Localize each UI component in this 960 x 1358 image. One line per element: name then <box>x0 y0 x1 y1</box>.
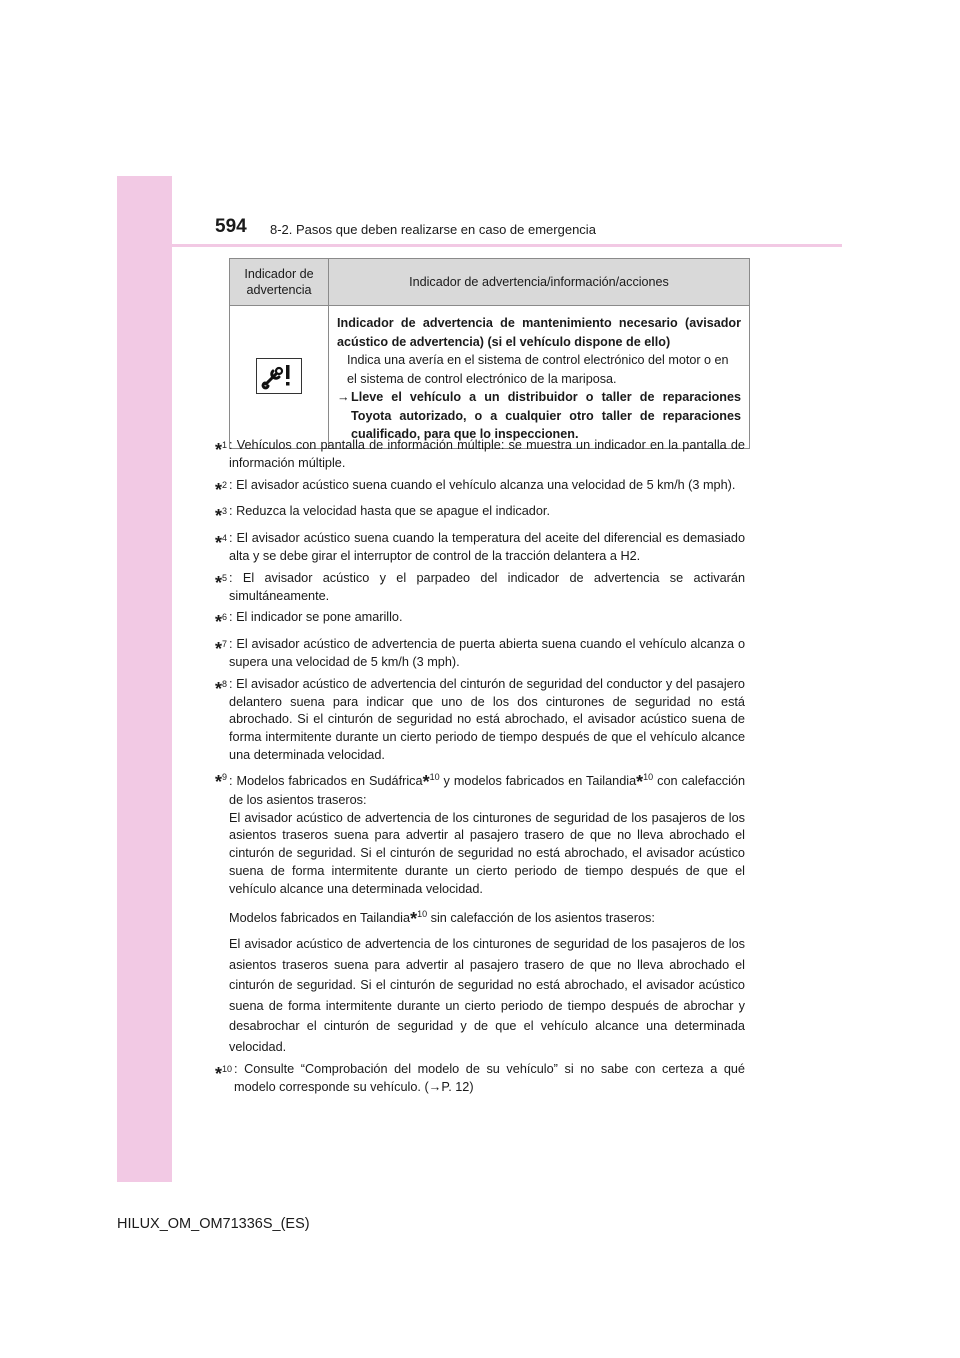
footnote-number: 5 <box>222 572 228 583</box>
footnote-star: * <box>215 1064 223 1085</box>
footnote-number: 1 <box>222 440 228 450</box>
footnote-9-line-a: : Modelos fabricados en Sudáfrica <box>229 773 423 788</box>
col-header-info: Indicador de advertencia/información/acciones <box>329 259 750 306</box>
footnote-text <box>227 769 745 1058</box>
footnote-text: : El avisador acústico y el parpadeo del indicador de advertencia se activarán simultáneamente. <box>229 570 745 603</box>
footnote-star: * <box>215 678 223 699</box>
footnote-10 <box>215 1061 745 1097</box>
footnote-ref: 10 <box>417 908 428 919</box>
side-tab <box>117 176 172 1182</box>
section-title: 8-2. Pasos que deben realizarse en caso de emergencia <box>270 222 596 237</box>
footnote <box>215 503 745 526</box>
arrow-icon: → <box>337 390 350 404</box>
footnote-star: * <box>215 479 223 500</box>
footnote-9-subheading <box>229 904 745 930</box>
footnote-text: : El indicador se pone amarillo. <box>229 610 403 625</box>
footnote <box>215 570 745 606</box>
footnote-text: : El avisador acústico de advertencia de puerta abierta suena cuando el vehículo alcanza o supera una velocidad de 5 km/h (3 mph). <box>229 637 745 669</box>
footnote <box>215 636 745 672</box>
footnote <box>215 676 745 765</box>
footnote <box>215 530 745 566</box>
footnote-star: * <box>410 908 418 929</box>
footnote-star: * <box>422 771 430 792</box>
footnote-star: * <box>215 533 223 554</box>
warning-table <box>229 258 750 449</box>
footnote-star: * <box>215 639 223 660</box>
indicator-title: Indicador de advertencia de mantenimiento necesario (avisador acústico de advertencia) (si el vehículo dispone de ello) <box>337 316 741 349</box>
footnote-number: 4 <box>222 533 228 544</box>
footnote-text: : Consulte “Comprobación del modelo de su vehículo” si no sabe con certeza a qué modelo corresponde su vehículo. (→P. 12) <box>234 1062 745 1095</box>
footnote-text: : El avisador acústico suena cuando el vehículo alcanza una velocidad de 5 km/h (3 mph). <box>229 477 736 492</box>
document-code: HILUX_OM_OM71336S_(ES) <box>117 1216 310 1232</box>
footnote <box>215 477 745 500</box>
header-rule <box>172 244 842 247</box>
footnote-ref: 10 <box>429 771 440 782</box>
indicator-action <box>337 388 741 444</box>
footnote-9 <box>215 769 745 1058</box>
action-text: Lleve el vehículo a un distribuidor o taller de reparaciones Toyota autorizado, o a cualquier otro taller de reparaciones cualificado, para que lo inspeccionen. <box>351 390 741 441</box>
footnote-star: * <box>215 440 223 460</box>
footnote-9-text-2: El avisador acústico de advertencia de los cinturones de seguridad de los pasajeros de los asientos traseros suena para advertir al pasajero trasero de que no lleva abrochado el cinturón de seguridad. Si el cinturón de seguridad no está abrochado, el avisador acústico suena de forma intermitente durante un cierto periodo de tiempo después de abrochar y desabrochar el cinturón de seguridad y de que el vehículo alcance una determinada velocidad. <box>229 937 745 1054</box>
footnote-ref: 10 <box>643 771 654 782</box>
footnote-number: 6 <box>222 612 228 623</box>
footnote-number: 9 <box>222 771 228 782</box>
description-cell <box>329 306 750 449</box>
footnote <box>215 437 745 473</box>
icon-cell <box>230 306 329 449</box>
footnote-star: * <box>215 771 223 792</box>
footnote-number: 10 <box>222 1064 233 1075</box>
footnote-number: 7 <box>222 639 228 650</box>
footnote-9-sub-b: sin calefacción de los asientos traseros: <box>427 910 655 925</box>
footnote-number: 2 <box>222 479 228 490</box>
footnote-star: * <box>215 612 223 633</box>
footnote-star: * <box>215 572 223 593</box>
footnote-star: * <box>215 506 223 527</box>
indicator-description: Indica una avería en el sistema de control electrónico del motor o en el sistema de control electrónico de la mariposa. <box>347 353 729 386</box>
col-header-indicator: Indicador de advertencia <box>230 259 329 306</box>
footnote-text: : Reduzca la velocidad hasta que se apague el indicador. <box>229 504 550 519</box>
maintenance-warning-icon <box>256 358 302 394</box>
table-row <box>230 306 750 449</box>
page-number: 594 <box>215 216 247 237</box>
footnote-9-line-c: con calefacción de los asientos traseros: <box>229 773 745 807</box>
footnote-number: 8 <box>222 678 228 689</box>
footnotes <box>215 437 745 1101</box>
footnote-star: * <box>636 771 644 792</box>
footnote <box>215 609 745 632</box>
footnote-9-sub-a: Modelos fabricados en Tailandia <box>229 910 411 925</box>
footnote-text: : El avisador acústico suena cuando la temperatura del aceite del diferencial es demasiado alta y se debe girar el interruptor de control de la tracción delantera a H2. <box>229 531 745 563</box>
footnote-9-line-b: y modelos fabricados en Tailandia <box>439 773 637 788</box>
footnote-text: : El avisador acústico de advertencia del cinturón de seguridad del conductor y del pasajero delantero suena para indicar que uno de los dos cinturones de seguridad no está abrochado. Si el cinturón de seguridad no está abrochado, el avisador acústico suena de forma intermitente durante un cierto periodo de tiempo después de que el vehículo alcance una determinada velocidad. <box>229 676 745 762</box>
footnote-text: : Vehículos con pantalla de información múltiple: se muestra un indicador en la pantalla de información múltiple. <box>229 438 745 470</box>
table-header-row <box>230 259 750 306</box>
footnote-number: 3 <box>222 506 228 517</box>
footnote-9-text-1: El avisador acústico de advertencia de los cinturones de seguridad de los pasajeros de los asientos traseros suena para advertir al pasajero trasero de que no lleva abrochado el cinturón de seguridad. Si el cinturón de seguridad no está abrochado, el avisador acústico suena de forma intermitente durante un cierto periodo de tiempo después de que el vehículo alcance una determinada velocidad. <box>229 810 745 896</box>
